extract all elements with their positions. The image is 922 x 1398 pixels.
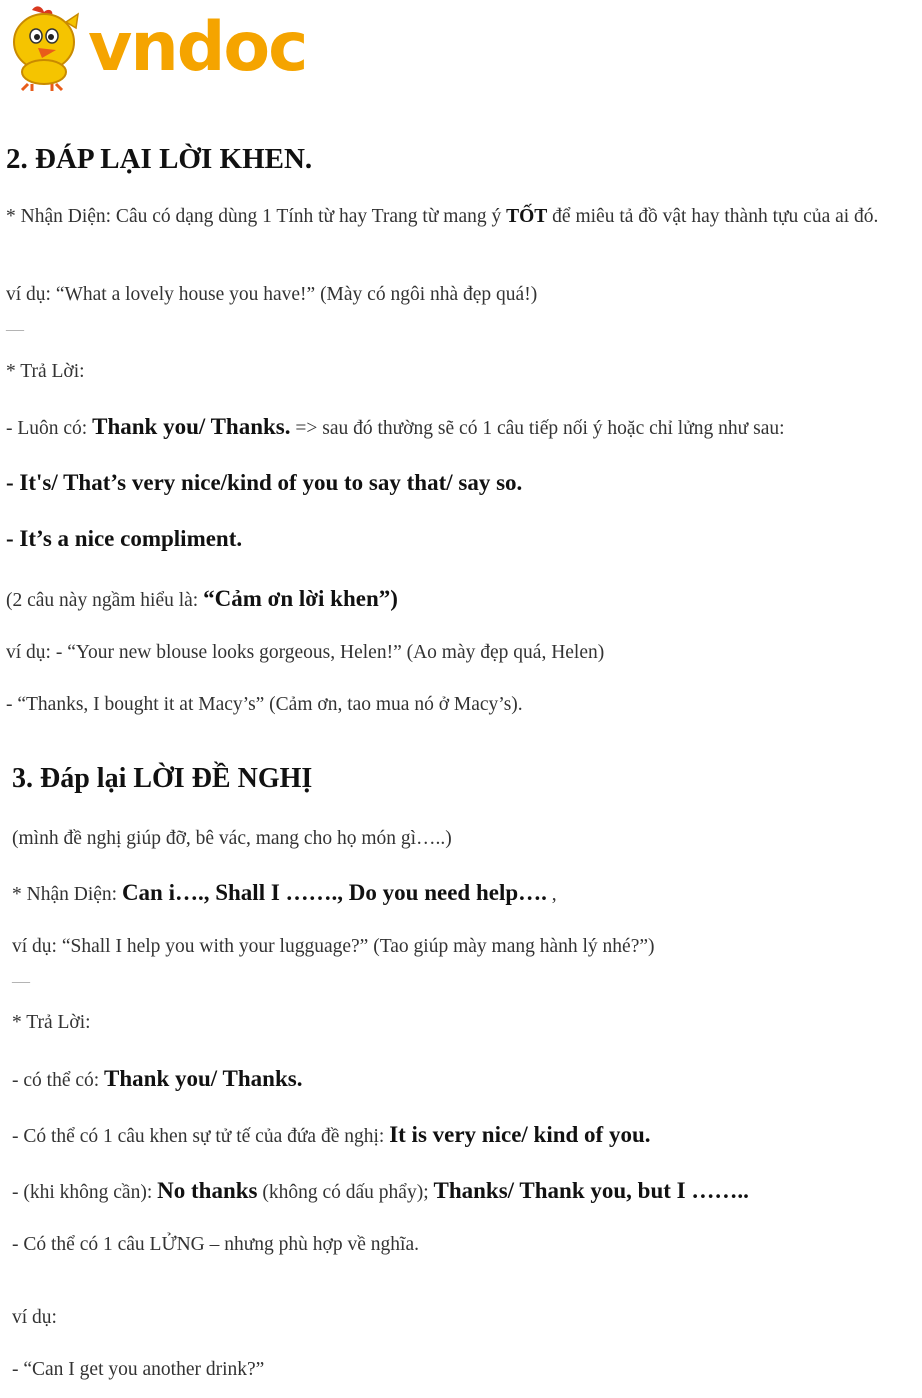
identify-bold: Can i…., Shall I ……., Do you need help…. bbox=[121, 880, 547, 905]
section2-example1: ví dụ: “What a lovely house you have!” (Mày có ngôi nhà đẹp quá!) bbox=[6, 284, 538, 305]
option1-bold: Thank you/ Thanks. bbox=[104, 1066, 303, 1091]
section2-reply2: - It’s a nice compliment. bbox=[6, 526, 243, 551]
separator-dash: — bbox=[12, 971, 30, 991]
option3-bold2: Thanks/ Thank you, but I …….. bbox=[433, 1178, 749, 1203]
section3-example1: ví dụ: “Shall I help you with your lugguage?” (Tao giúp mày mang hành lý nhé?”) bbox=[12, 936, 655, 957]
always-bold: Thank you/ Thanks. bbox=[92, 414, 291, 439]
option2-text: - Có thể có 1 câu khen sự tử tế của đứa đề nghị: bbox=[12, 1126, 390, 1147]
section2-meaning bbox=[6, 586, 398, 614]
section2-heading: 2. ĐÁP LẠI LỜI KHEN. bbox=[6, 143, 313, 175]
identify-text-end: , bbox=[546, 884, 557, 905]
section2-answer-label: * Trả Lời: bbox=[6, 361, 85, 382]
section2-example3: - “Thanks, I bought it at Macy’s” (Cảm ơn, tao mua nó ở Macy’s). bbox=[6, 694, 523, 715]
section3-example-label: ví dụ: bbox=[12, 1307, 57, 1328]
chicken-mascot-icon bbox=[6, 4, 86, 92]
always-text: - Luôn có: bbox=[6, 418, 93, 439]
section2-identify bbox=[6, 204, 896, 230]
section3-example2: - “Can I get you another drink?” bbox=[12, 1359, 265, 1380]
option3-bold1: No thanks bbox=[157, 1178, 258, 1203]
section2-reply1: - It's/ That’s very nice/kind of you to say that/ say so. bbox=[6, 470, 523, 495]
option2-bold: It is very nice/ kind of you. bbox=[389, 1122, 651, 1147]
option3-text: - (khi không cần): bbox=[12, 1182, 158, 1203]
meaning-text: (2 câu này ngầm hiểu là: bbox=[6, 590, 204, 611]
option1-text: - có thể có: bbox=[12, 1070, 105, 1091]
identify-text: * Nhận Diện: bbox=[12, 884, 122, 905]
separator-dash: — bbox=[6, 319, 24, 339]
identify-text: * Nhận Diện: Câu có dạng dùng 1 Tính từ hay Trang từ mang ý bbox=[6, 206, 507, 227]
section3-option2 bbox=[12, 1122, 651, 1150]
section2-always bbox=[6, 414, 785, 442]
identify-text-end: để miêu tả đồ vật hay thành tựu của ai đó. bbox=[547, 206, 879, 227]
option3-mid: (không có dấu phẩy); bbox=[257, 1182, 434, 1203]
section3-identify bbox=[12, 880, 557, 908]
logo-text: vndoc bbox=[88, 8, 307, 87]
meaning-bold: “Cảm ơn lời khen”) bbox=[203, 586, 398, 611]
section3-heading: 3. Đáp lại LỜI ĐỀ NGHỊ bbox=[12, 763, 313, 794]
always-text-end: => sau đó thường sẽ có 1 câu tiếp nối ý hoặc chỉ lửng như sau: bbox=[290, 418, 785, 439]
section3-option1 bbox=[12, 1066, 302, 1094]
vndoc-logo bbox=[6, 4, 336, 94]
section3-answer-label: * Trả Lời: bbox=[12, 1012, 91, 1033]
identify-bold: TỐT bbox=[506, 206, 548, 227]
section3-note: (mình đề nghị giúp đỡ, bê vác, mang cho họ món gì…..) bbox=[12, 828, 452, 849]
section3-option4: - Có thể có 1 câu LỬNG – nhưng phù hợp về nghĩa. bbox=[12, 1234, 419, 1255]
section2-example2: ví dụ: - “Your new blouse looks gorgeous, Helen!” (Ao mày đẹp quá, Helen) bbox=[6, 642, 605, 663]
section3-option3 bbox=[12, 1178, 749, 1206]
